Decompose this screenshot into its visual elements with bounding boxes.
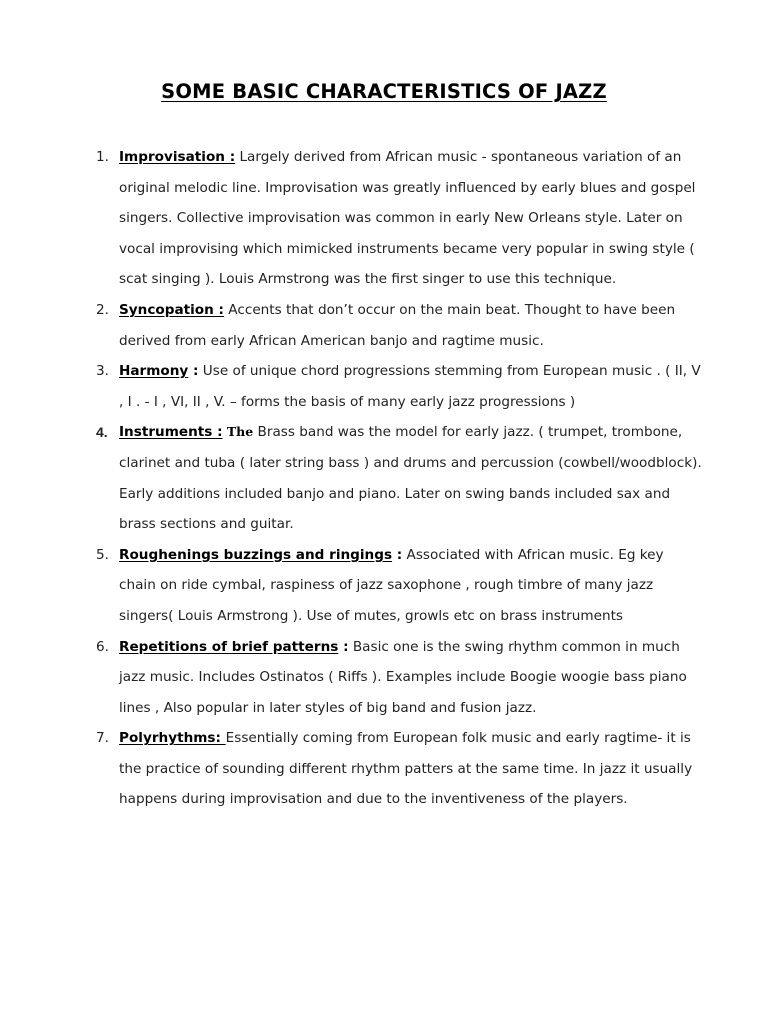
item-term: Polyrhythms: <box>119 730 226 747</box>
item-number: 3. <box>96 363 109 380</box>
item-separator: : <box>188 363 199 380</box>
list-item <box>0 295 768 356</box>
item-number: 6. <box>96 638 109 655</box>
item-term: Roughenings buzzings and ringings <box>119 546 393 563</box>
item-number: 1. <box>96 149 109 165</box>
list-item <box>0 723 768 815</box>
page-title: SOME BASIC CHARACTERISTICS OF JAZZ <box>161 80 607 103</box>
item-number: 7. <box>96 730 109 747</box>
item-text: Essentially coming from European folk music and early ragtime- it is the practice of sounding different rhythm patters at the same time. In jazz it usually happens during improvisation and due to the inventiveness of the players. <box>119 730 693 808</box>
item-text: Brass band was the model for early jazz. ( trumpet, trombone, clarinet and tuba ( later string bass ) and drums and percussion (cowbell/woodblock). Early additions included banjo and piano. Later on swing bands included sax and brass sections and guitar. <box>119 424 702 533</box>
item-term: Instruments : <box>119 424 223 441</box>
item-text: Largely derived from African music - spontaneous variation of an original melodic line. Improvisation was greatly influenced by early blues and gospel singers. Collective improvisation was common in early New Orleans style. Later on vocal improvising which mimicked instruments became very popular in swing style ( scat singing ). Louis Armstrong was the first singer to use this technique. <box>119 149 696 288</box>
item-number: 4. <box>96 424 108 441</box>
item-separator: : <box>392 546 403 563</box>
item-separator: : <box>338 638 349 655</box>
list-item <box>0 142 768 295</box>
item-term: Syncopation : <box>119 301 224 318</box>
item-number: 5. <box>96 546 109 563</box>
item-text: Use of unique chord progressions stemming from European music . ( II, V , I . - I , VI, II , V. – forms the basis of many early jazz progressions ) <box>119 363 701 410</box>
item-text: Basic one is the swing rhythm common in much jazz music. Includes Ostinatos ( Riffs ). Examples include Boogie woogie bass piano lines , Also popular in later styles of big band and fusion jazz. <box>119 638 687 716</box>
item-term: Harmony <box>119 363 189 380</box>
characteristics-list <box>0 142 768 815</box>
list-item <box>0 540 768 632</box>
item-term: Improvisation : <box>119 149 236 165</box>
item-lead-word: The <box>222 424 254 440</box>
list-item <box>0 417 768 539</box>
item-text: Accents that don’t occur on the main beat. Thought to have been derived from early African American banjo and ragtime music. <box>119 301 676 349</box>
item-term: Repetitions of brief patterns <box>119 638 339 655</box>
item-number: 2. <box>96 301 109 318</box>
list-item <box>0 632 768 724</box>
list-item <box>0 356 768 417</box>
item-text: Associated with African music. Eg key chain on ride cymbal, raspiness of jazz saxophone , rough timbre of many jazz singers( Louis Armstrong ). Use of mutes, growls etc on brass instruments <box>119 546 664 624</box>
